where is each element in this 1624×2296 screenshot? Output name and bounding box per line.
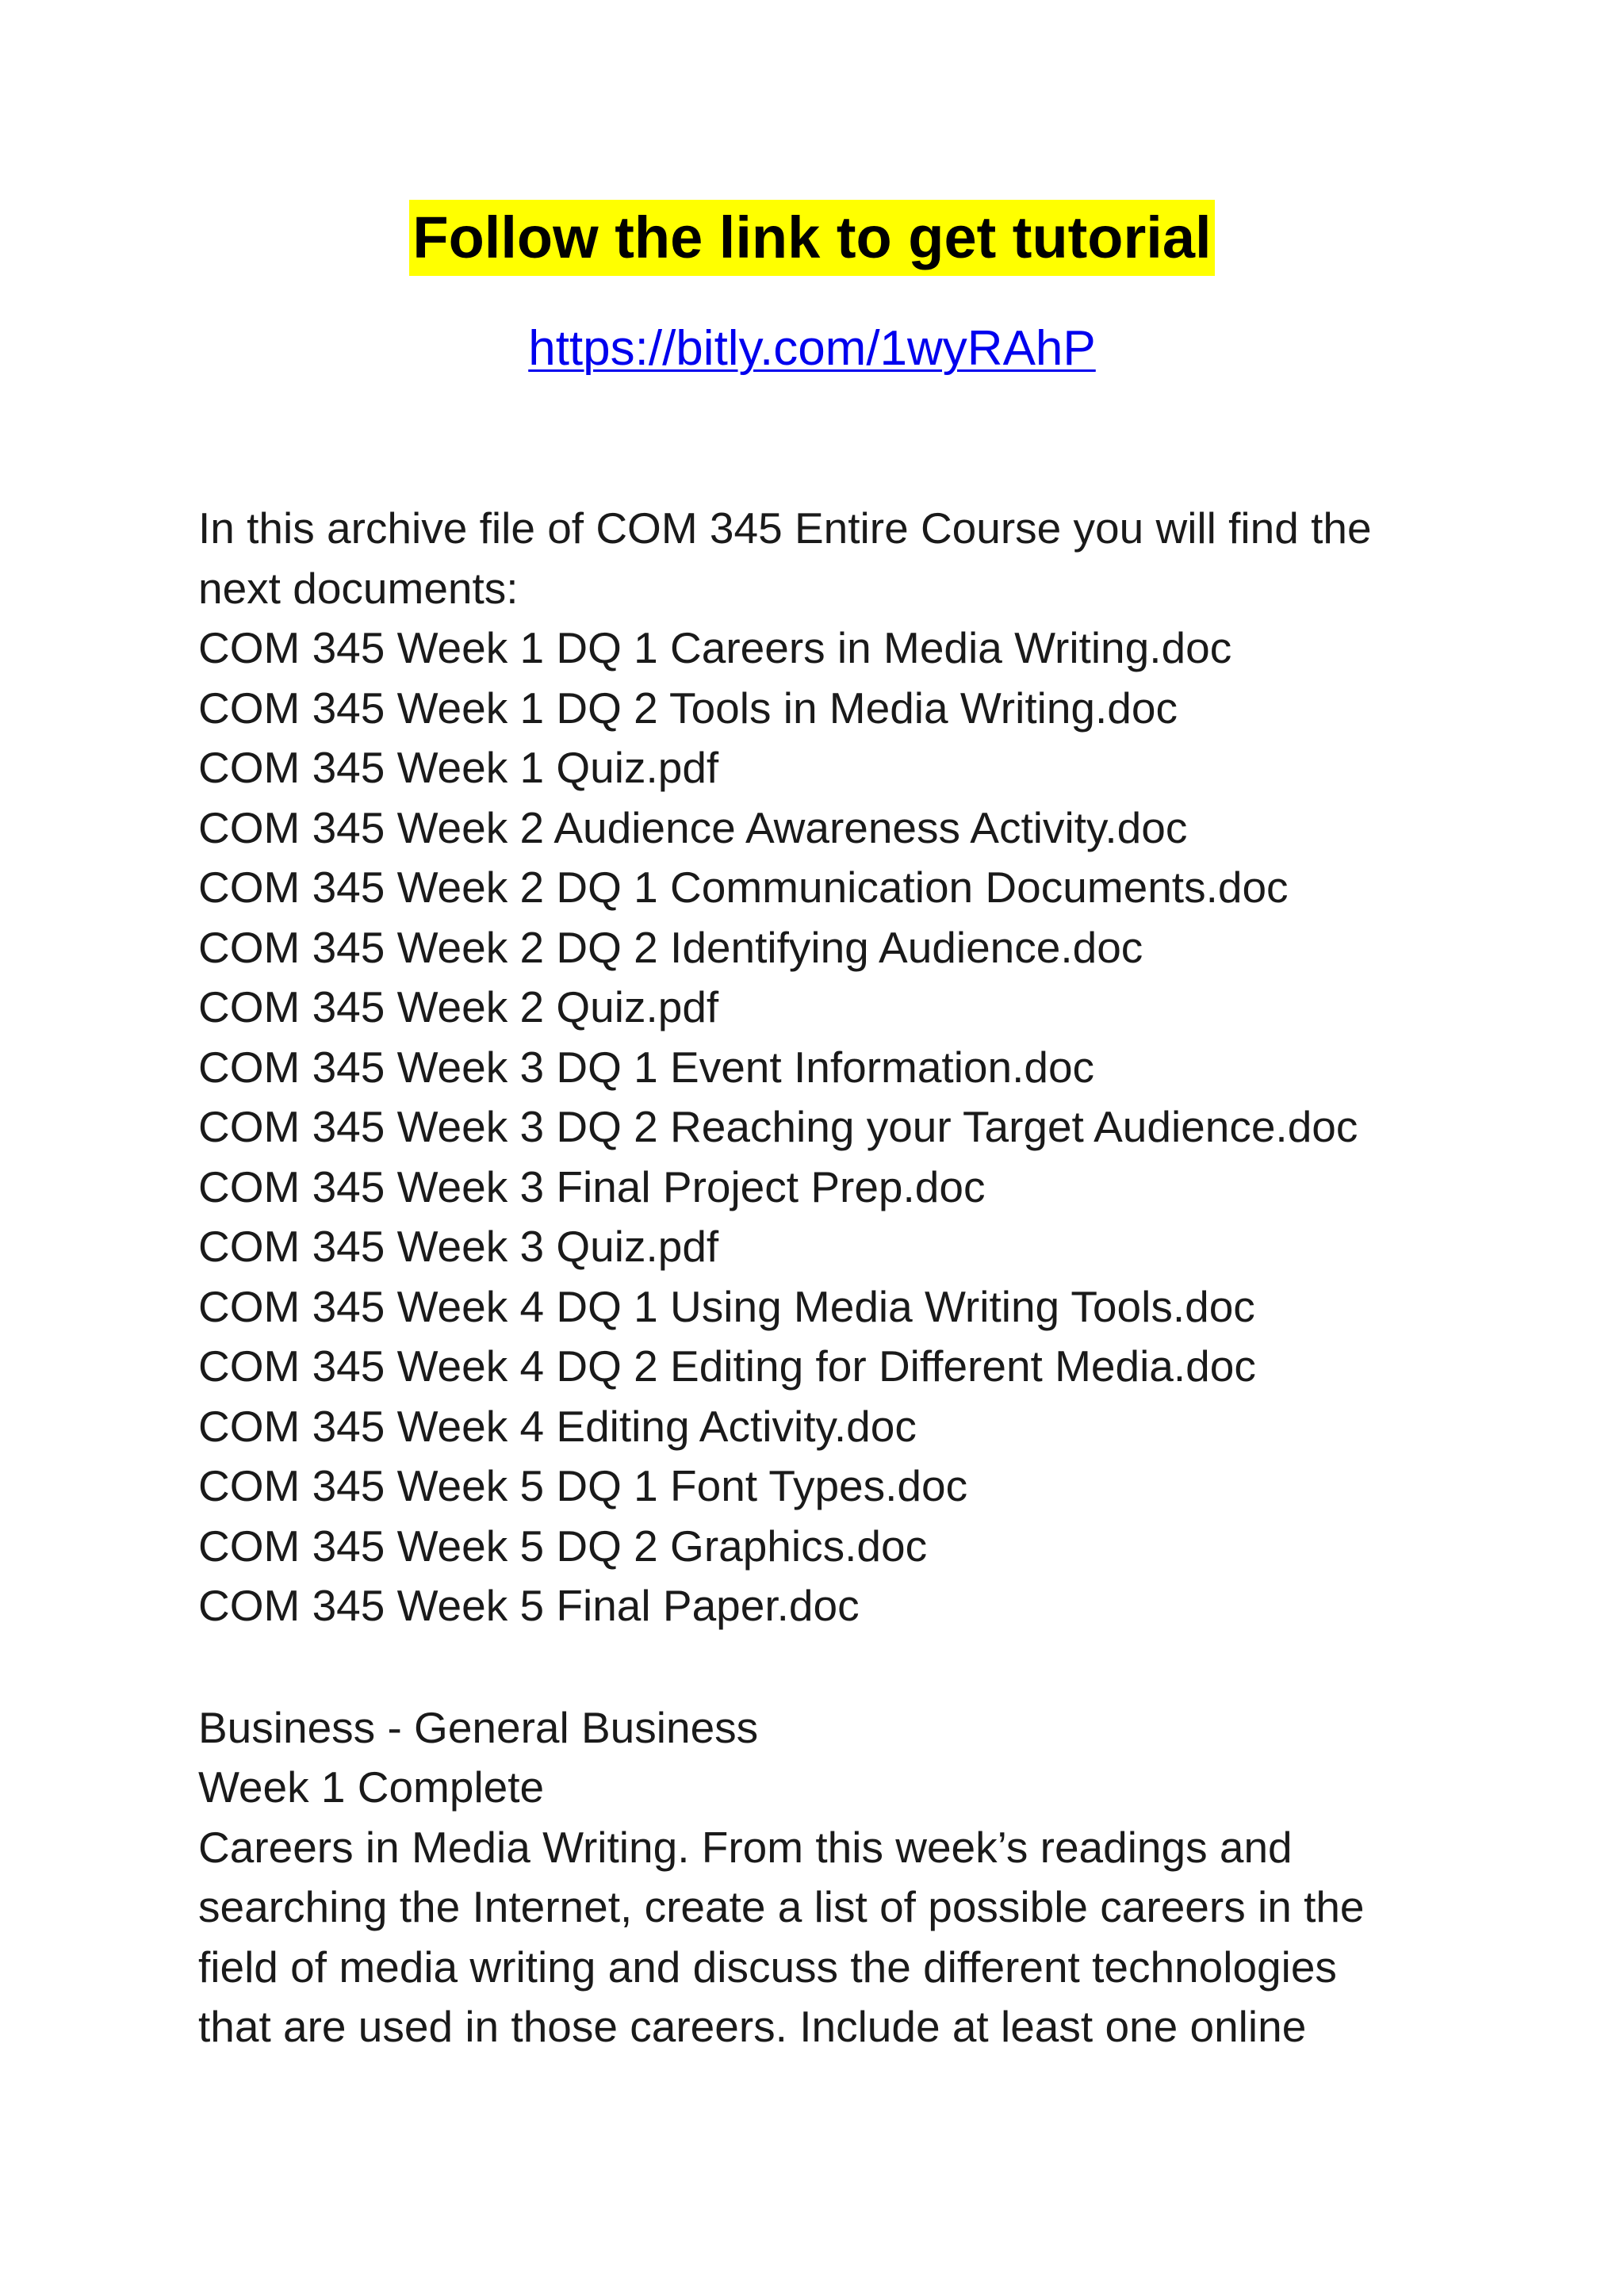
document-list-item: COM 345 Week 1 DQ 2 Tools in Media Writing.doc [198, 683, 1178, 733]
document-list-item: COM 345 Week 3 Quiz.pdf [198, 1222, 719, 1271]
section-category: Business - General Business [198, 1702, 759, 1752]
page-title: Follow the link to get tutorial [409, 200, 1214, 276]
document-list-item: COM 345 Week 5 DQ 2 Graphics.doc [198, 1521, 928, 1571]
intro-line: next documents: [198, 563, 519, 613]
paragraph-line: that are used in those careers. Include at least one online [198, 2002, 1307, 2051]
link-container [0, 316, 1624, 382]
tutorial-link[interactable]: https://bitly.com/1wyRAhP [528, 321, 1096, 376]
document-list-item: COM 345 Week 2 Quiz.pdf [198, 982, 719, 1031]
document-list-item: COM 345 Week 2 DQ 2 Identifying Audience.doc [198, 922, 1143, 972]
document-body [198, 499, 1435, 2057]
document-list-item: COM 345 Week 2 DQ 1 Communication Documents.doc [198, 863, 1289, 912]
document-list-item: COM 345 Week 3 Final Project Prep.doc [198, 1161, 986, 1211]
paragraph-line: field of media writing and discuss the different technologies [198, 1942, 1337, 1992]
section-week: Week 1 Complete [198, 1762, 545, 1812]
document-list-item: COM 345 Week 3 DQ 1 Event Information.doc [198, 1042, 1095, 1092]
document-list-item: COM 345 Week 3 DQ 2 Reaching your Target Audience.doc [198, 1102, 1358, 1151]
paragraph-line: Careers in Media Writing. From this week’s readings and [198, 1822, 1293, 1872]
intro-line: In this archive file of COM 345 Entire Course you will find the [198, 503, 1372, 553]
document-list-item: COM 345 Week 2 Audience Awareness Activity.doc [198, 802, 1188, 852]
section-spacer [198, 1636, 1435, 1698]
paragraph-line: searching the Internet, create a list of possible careers in the [198, 1882, 1365, 1931]
document-list-item: COM 345 Week 5 DQ 1 Font Types.doc [198, 1461, 968, 1510]
document-list-item: COM 345 Week 4 DQ 1 Using Media Writing Tools.doc [198, 1281, 1255, 1331]
title-container [0, 200, 1624, 276]
document-list-item: COM 345 Week 4 Editing Activity.doc [198, 1401, 917, 1451]
document-list-item: COM 345 Week 5 Final Paper.doc [198, 1581, 860, 1630]
document-list-item: COM 345 Week 4 DQ 2 Editing for Different Media.doc [198, 1341, 1256, 1391]
document-list [198, 618, 1435, 1636]
document-list-item: COM 345 Week 1 DQ 1 Careers in Media Writing.doc [198, 623, 1232, 672]
document-list-item: COM 345 Week 1 Quiz.pdf [198, 743, 719, 792]
section-paragraph [198, 1818, 1435, 2057]
